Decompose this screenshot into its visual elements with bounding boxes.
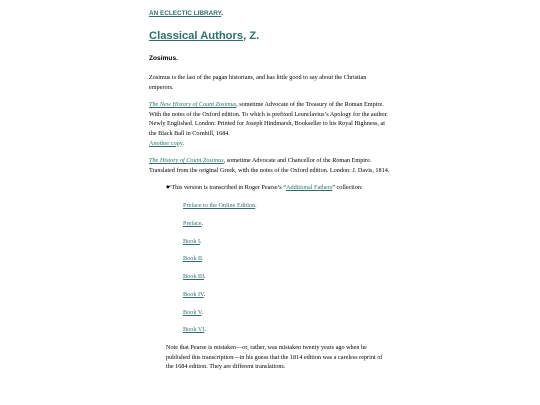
transcription-note	[166, 183, 391, 193]
author-heading: Zosimus.	[149, 55, 178, 62]
toc-list	[183, 201, 391, 335]
transcription-suffix: ” collection:	[332, 184, 363, 192]
pointing-hand-icon: ☛	[166, 184, 172, 192]
toc-link-book-3[interactable]: Book III	[183, 273, 205, 281]
list-item: Book IV.	[183, 290, 206, 298]
entry-1684-text: , sometime Advocate of the Treasury of the Roman Empire. With the notes of the Oxford edition. To which is prefixed Leunclavius’s Apology for the author. Newly Englished. London: Printed for Joseph Hindmarsh, Bookseller to his Royal Highness, at the Black Ball in Cornhill, 1684.	[149, 101, 388, 137]
list-item: Preface.	[183, 219, 204, 227]
toc-link-book-2[interactable]: Book II	[183, 255, 203, 263]
site-home-link[interactable]: AN ECLECTIC LIBRARY	[149, 10, 222, 17]
pearse-note: Note that Pearse is mistaken—or, rather, was mistaken twenty years ago when he published this transcription—in his guess that the 1814 edition was a careless reprint of the 1684 edition. They are different translations.	[166, 344, 383, 371]
list-item: Book VI.	[183, 326, 206, 334]
entry-1814	[149, 156, 391, 175]
toc-link-preface-online[interactable]: Preface to the Online Edition	[183, 201, 256, 209]
list-item: Book I.	[183, 237, 202, 245]
site-header	[149, 9, 391, 19]
page-title	[149, 30, 391, 43]
transcription-prefix: This version is transcribed in Roger Pearse’s “	[171, 184, 287, 192]
toc-link-book-5[interactable]: Book V	[183, 308, 202, 316]
classical-authors-link[interactable]: Classical Authors	[149, 30, 244, 42]
entry-1684-title-link[interactable]: The New History of Count Zosimus	[149, 101, 237, 109]
author-intro: Zosimus is the last of the pagan historians, and has little good to say about the Christian emperors.	[149, 74, 367, 91]
entry-1684	[149, 100, 391, 148]
entry-1814-title-link[interactable]: The History of Count Zosimus	[149, 157, 224, 165]
page-title-suffix: , Z.	[243, 30, 260, 42]
list-item: Preface to the Online Edition.	[183, 201, 257, 209]
list-item: Book III.	[183, 273, 206, 281]
list-item: Book II.	[183, 255, 204, 263]
additional-fathers-link[interactable]: Additional Fathers	[286, 184, 333, 192]
toc-link-book-4[interactable]: Book IV	[183, 290, 204, 298]
toc-link-book-6[interactable]: Book VI	[183, 326, 205, 334]
another-copy-link[interactable]: Another copy	[149, 139, 183, 147]
another-copy-suffix: .	[182, 139, 184, 147]
entry-1814-text: , sometime Advocate and Chancellor of the Roman Empire. Translated from the original Greek, with the notes of the Oxford edition. London: J. Davis, 1814.	[149, 157, 390, 174]
list-item: Book V.	[183, 308, 204, 316]
page	[149, 0, 391, 372]
site-header-suffix: .	[221, 10, 223, 17]
toc-link-book-1[interactable]: Book I	[183, 237, 201, 245]
toc-link-preface[interactable]: Preface	[183, 219, 202, 227]
